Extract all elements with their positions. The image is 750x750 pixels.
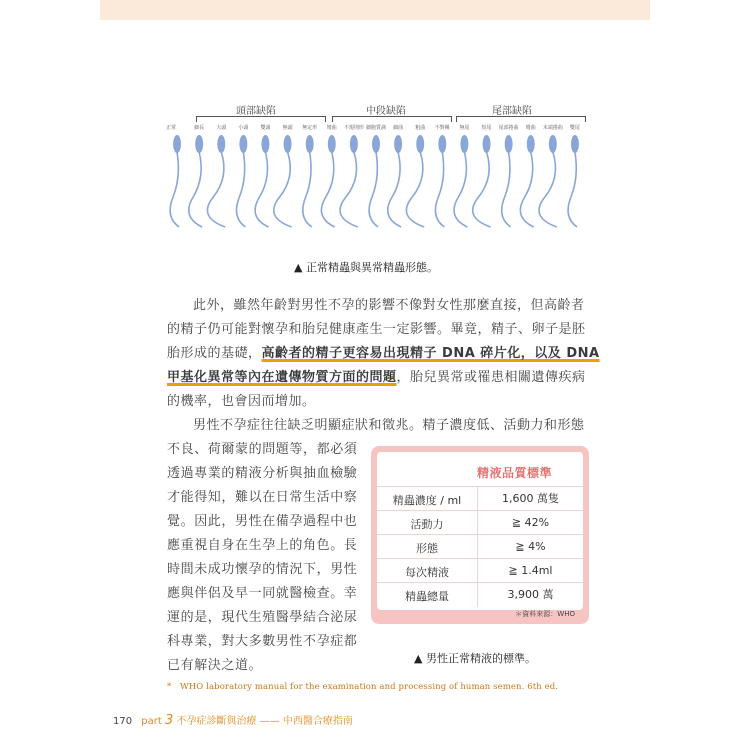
- sperm-label: 小頭: [238, 125, 249, 131]
- row-key: 精蟲濃度 / ml: [392, 494, 462, 507]
- row-key: 精蟲總量: [405, 590, 449, 603]
- sperm-head: [284, 135, 292, 153]
- footer-dash: ——: [259, 716, 280, 727]
- sperm-tail: [274, 152, 292, 227]
- para2-line: 應重視自身在生孕上的角色。長: [167, 538, 358, 553]
- sperm-tail: [170, 152, 179, 227]
- page-footer: [113, 712, 353, 728]
- book-title: 中西醫合療指南: [282, 716, 353, 727]
- row-key: 活動力: [410, 518, 444, 531]
- group-label-midpiece: 中段缺陷: [366, 106, 406, 117]
- row-value: ≧ 4%: [477, 535, 583, 559]
- paragraph-1: [167, 294, 600, 414]
- row-key: 形態: [416, 542, 438, 555]
- sperm-label: 不對稱: [434, 125, 450, 131]
- sperm-label: 細胞質滴: [365, 125, 386, 131]
- row-key: 每次精液: [405, 566, 449, 579]
- sperm-head: [261, 135, 269, 153]
- sperm-tail: [454, 152, 467, 227]
- para2-line: 覺。因此，男性在備孕過程中也: [167, 514, 358, 529]
- sperm-morphology-figure: [166, 102, 586, 232]
- sperm-label: 大頭: [216, 125, 227, 131]
- sperm-tail: [473, 152, 491, 227]
- para2-line: 透過專業的精液分析與抽血檢驗: [167, 466, 358, 481]
- top-color-band: [100, 0, 650, 20]
- table-inner: [377, 452, 583, 610]
- sperm-label: 細曲: [393, 125, 404, 131]
- para2-line: 時間未成功懷孕的情況下，男性: [167, 562, 358, 577]
- table-title: 精液品質標準: [477, 466, 553, 480]
- paragraph-2-body: [167, 438, 367, 678]
- table-row: [377, 558, 583, 582]
- sperm-head: [195, 135, 203, 153]
- highlight-dna-fragmentation: 高齡者的精子更容易出現精子 DNA 碎片化，以及 DNA: [261, 346, 600, 361]
- para1-line-5: 的機率，也會因而增加。: [167, 394, 316, 409]
- para1-line-4-text: ，胎兒異常或罹患相關遺傳疾病: [396, 370, 586, 385]
- highlight-methylation: 甲基化異常等內在遺傳物質方面的問題: [167, 370, 397, 385]
- chapter-title: 不孕症診斷與治療: [176, 716, 257, 727]
- table-caption: ▲ 男性正常精液的標準。: [414, 652, 536, 665]
- para2-line: 科專業，對大多數男性不孕症都: [167, 634, 358, 649]
- sperm-tail: [520, 152, 533, 227]
- sperm-tail: [502, 152, 511, 227]
- table-row: [377, 510, 583, 534]
- paragraph-2-lead: [167, 414, 587, 438]
- para2-line: 才能得知，難以在日常生活中察: [167, 490, 358, 505]
- table-row: [377, 534, 583, 558]
- sperm-head: [350, 135, 358, 153]
- sperm-tail: [406, 152, 424, 227]
- sperm-head: [306, 135, 314, 153]
- table-source: ＊資料來源：WHO: [515, 610, 575, 618]
- group-label-head: 頭部缺陷: [236, 106, 276, 117]
- sperm-illustrations: [166, 132, 586, 232]
- table-row: [377, 582, 583, 606]
- sperm-label: 粗曲: [415, 125, 426, 131]
- semen-quality-table-card: [371, 446, 589, 624]
- sperm-tail: [303, 152, 312, 227]
- para2-line-1: 男性不孕症往往缺乏明顯症狀和徵兆。精子濃度低、活動力和形態: [193, 418, 585, 433]
- group-label-tail: 尾部缺陷: [492, 106, 532, 117]
- sperm-label: 彎曲: [525, 125, 536, 131]
- sperm-label: 尾部捲曲: [498, 125, 519, 131]
- sperm-label: 雙尾: [569, 125, 580, 131]
- para2-line: 不良、荷爾蒙的問題等，都必須: [167, 442, 358, 457]
- sperm-tail: [369, 152, 378, 227]
- bracket-tail: [456, 116, 586, 122]
- sperm-head: [372, 135, 380, 153]
- sperm-tail: [189, 152, 202, 227]
- sperm-label: 雙頭: [260, 125, 271, 131]
- para2-line: 應與伴侶及早一同就醫檢查。幸: [167, 586, 358, 601]
- sperm-head: [483, 135, 491, 153]
- sperm-head: [239, 135, 247, 153]
- row-value: 3,900 萬: [477, 583, 583, 607]
- sperm-tail: [321, 152, 334, 227]
- sperm-label: 無尾: [459, 125, 470, 131]
- para2-line: 運的是，現代生殖醫學結合泌尿: [167, 610, 358, 625]
- para1-line-3: [167, 342, 600, 366]
- bracket-head: [196, 116, 326, 122]
- part-number: 3: [164, 713, 174, 728]
- row-value: ≧ 1.4ml: [477, 559, 583, 583]
- para1-line-1: 此外，雖然年齡對男性不孕的影響不像對女性那麼直接，但高齡者: [193, 298, 585, 313]
- figure-caption: ▲ 正常精蟲與異常精蟲形態。: [294, 261, 438, 274]
- sperm-label: 無定形: [302, 125, 318, 131]
- sperm-head: [416, 135, 424, 153]
- para1-line-3-text: 胎形成的基礎，: [167, 346, 262, 361]
- table-row: [377, 486, 583, 510]
- para1-line-4: [167, 366, 587, 390]
- sperm-head: [173, 135, 181, 153]
- row-value: 1,600 萬隻: [477, 487, 583, 511]
- para2-line: 已有解決之道。: [167, 658, 263, 673]
- sperm-label: 不規則形: [343, 125, 364, 131]
- sperm-head: [438, 135, 446, 153]
- sperm-tail: [340, 152, 358, 227]
- sperm-head: [549, 135, 557, 153]
- footnote: * WHO laboratory manual for the examination and processing of human semen. 6th ed.: [167, 682, 559, 692]
- sperm-head: [460, 135, 468, 153]
- sperm-tail: [236, 152, 245, 227]
- sperm-tail: [207, 152, 225, 227]
- normal-label: 正常: [166, 125, 177, 131]
- sperm-head: [527, 135, 535, 153]
- para1-line-2: 的精子仍可能對懷孕和胎兒健康產生一定影響。畢竟，精子、卵子是胚: [167, 322, 586, 337]
- sperm-label: 無頭: [282, 125, 293, 131]
- sperm-label: 彎曲: [326, 125, 337, 131]
- sperm-tail: [568, 152, 577, 227]
- sperm-head: [328, 135, 336, 153]
- part-word: part: [141, 716, 162, 727]
- sperm-tail: [539, 152, 557, 227]
- sperm-head: [217, 135, 225, 153]
- sperm-label: 末端捲曲: [542, 125, 563, 131]
- page-number: 170: [113, 716, 133, 727]
- row-value: ≧ 42%: [477, 511, 583, 535]
- sperm-label: 細長: [194, 125, 205, 131]
- sperm-tail: [388, 152, 401, 227]
- sperm-tail: [255, 152, 268, 227]
- sperm-label: 短尾: [481, 125, 492, 131]
- sperm-head: [505, 135, 513, 153]
- sperm-head: [571, 135, 579, 153]
- sperm-head: [394, 135, 402, 153]
- sperm-tail: [435, 152, 444, 227]
- bracket-midpiece: [332, 116, 452, 122]
